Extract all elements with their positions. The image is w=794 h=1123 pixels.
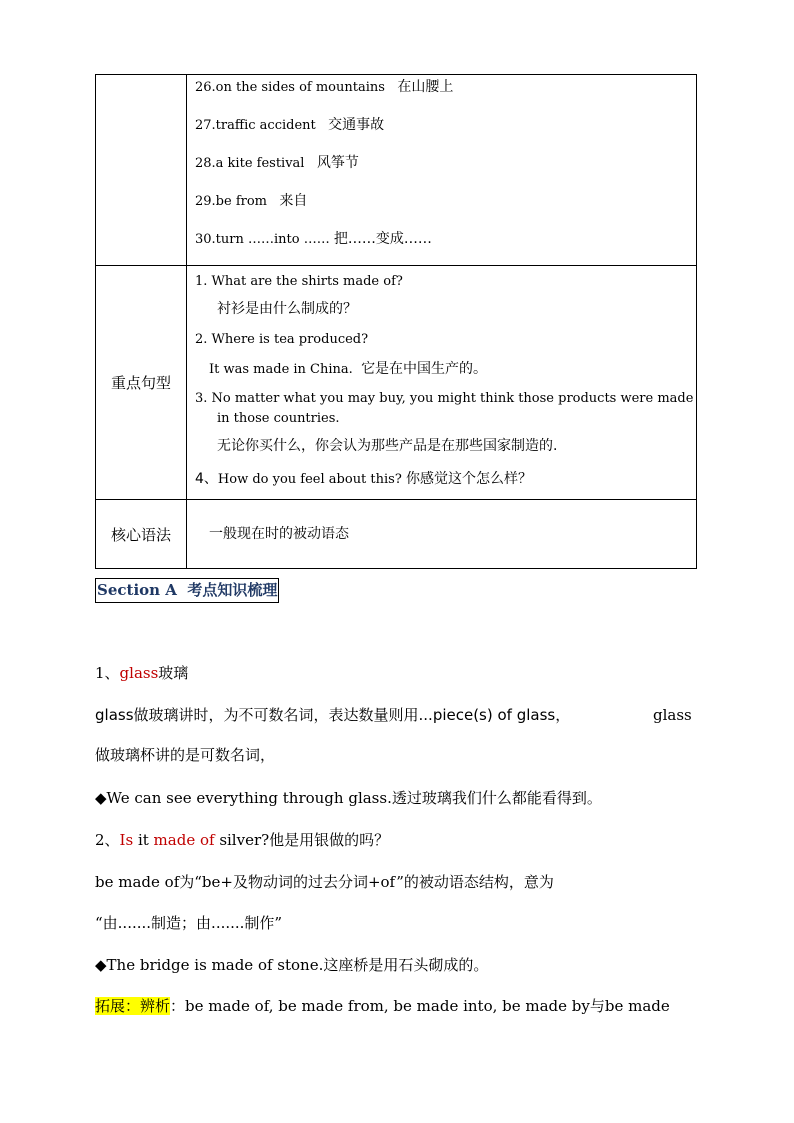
- table-row: [96, 266, 697, 500]
- vocab-item: 27.traffic accident 交通事故: [195, 117, 385, 133]
- point-2-heading: 2、Is it made of silver?他是用银做的吗？: [95, 831, 390, 849]
- example-sentence-1: ◆We can see everything through glass.透过玻璃我们什么都能看得到。: [95, 789, 602, 807]
- sentences-label: 重点句型: [96, 266, 187, 500]
- point-1-text-line2: 做玻璃杯讲的是可数名词，: [95, 746, 276, 764]
- sentence-4: 4、How do you feel about this? 你感觉这个怎么样？: [195, 471, 532, 487]
- point-2-text-line2: “由.......制造；由.......制作”: [95, 914, 283, 932]
- table-row: [96, 500, 697, 569]
- sentence-3-cn: 无论你买什么，你会认为那些产品是在那些国家制造的.: [217, 438, 558, 454]
- vocab-item: 29.be from 来自: [195, 193, 308, 209]
- sentence-1-en: 1. What are the shirts made of?: [195, 274, 403, 289]
- grammar-label: 核心语法: [96, 500, 187, 569]
- vocab-label-cell: [96, 75, 187, 266]
- point-1-heading: 1、glass玻璃: [95, 664, 189, 682]
- grammar-content-cell: [187, 500, 697, 569]
- section-heading: Section A 考点知识梳理: [95, 578, 279, 603]
- vocab-item: 30.turn ……into …… 把……变成……: [195, 231, 432, 247]
- vocab-content-cell: [187, 75, 697, 266]
- sentence-3-en-line1: 3. No matter what you may buy, you might think those products were made: [195, 391, 694, 406]
- sentences-content-cell: [187, 266, 697, 500]
- sentence-1-cn: 衬衫是由什么制成的？: [217, 301, 357, 317]
- grammar-content: 一般现在时的被动语态: [209, 526, 349, 542]
- example-sentence-2: ◆The bridge is made of stone.这座桥是用石头砌成的。: [95, 956, 489, 974]
- sentence-2-en: 2. Where is tea produced?: [195, 332, 369, 347]
- sentence-2-answer: It was made in China. 它是在中国生产的。: [209, 361, 488, 377]
- vocab-item: 26.on the sides of mountains 在山腰上: [195, 79, 454, 95]
- sentence-3-en-line2: in those countries.: [217, 411, 340, 426]
- table-row: [96, 75, 697, 266]
- vocab-item: 28.a kite festival 风筝节: [195, 155, 359, 171]
- vocab-table: [95, 74, 697, 569]
- point-2-text-line1: be made of为“be+及物动词的过去分词+of”的被动语态结构，意为: [95, 873, 554, 891]
- point-1-text-line1: glass做玻璃讲时，为不可数名词，表达数量则用...piece(s) of glass， glass: [95, 706, 692, 724]
- extension-highlight: 拓展：辨析: [95, 997, 171, 1015]
- extension-note: 拓展：辨析：be made of, be made from, be made into, be made by与be made: [95, 997, 670, 1015]
